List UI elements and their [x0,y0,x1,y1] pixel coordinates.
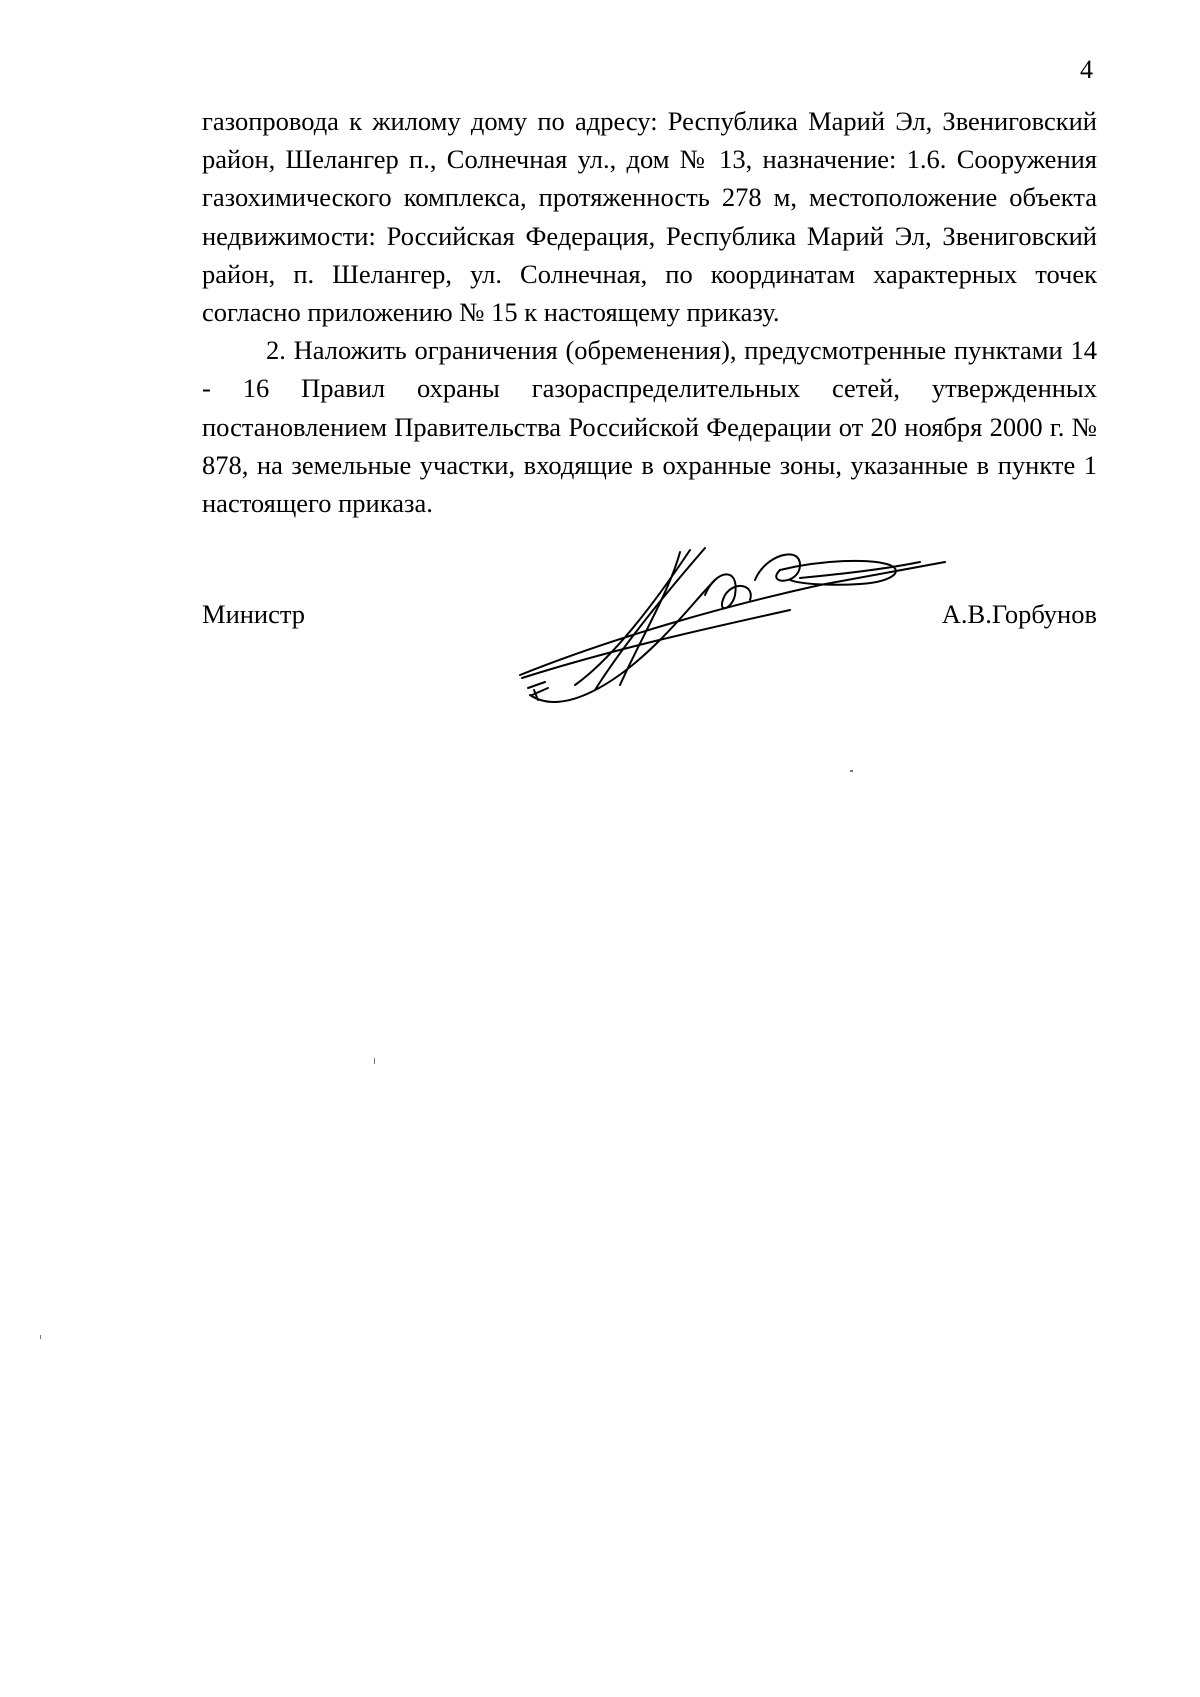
scan-speck [40,1335,41,1339]
scan-speck [850,770,853,772]
scan-speck [374,1058,375,1064]
page-number: 4 [1080,55,1093,84]
handwritten-signature [500,540,960,720]
body-paragraph-item-2: 2. Наложить ограничения (обременения), предусмотренные пунктами 14 - 16 Правил охраны газораспределительных сетей, утвержденных постановлением Правительства Российской Федерации от 20 ноября 2000 г. № 878, на земельные участки, входящие в охранные зоны, указанные в пункте 1 настоящего приказа. [202,335,1097,519]
signatory-name: А.В.Горбунов [941,599,1097,629]
document-body [202,102,1097,522]
signatory-title: Министр [202,599,306,629]
body-paragraph-continuation: газопровода к жилому дому по адресу: Республика Марий Эл, Звениговский район, Шелангер п., Солнечная ул., дом № 13, назначение: 1.6. Сооружения газохимического комплекса, протяженность 278 м, местоположение объекта недвижимости: Российская Федерация, Республика Марий Эл, Звениговский район, п. Шелангер, ул. Солнечная, по координатам характерных точек согласно приложению № 15 к настоящему приказу. [202,106,1097,328]
